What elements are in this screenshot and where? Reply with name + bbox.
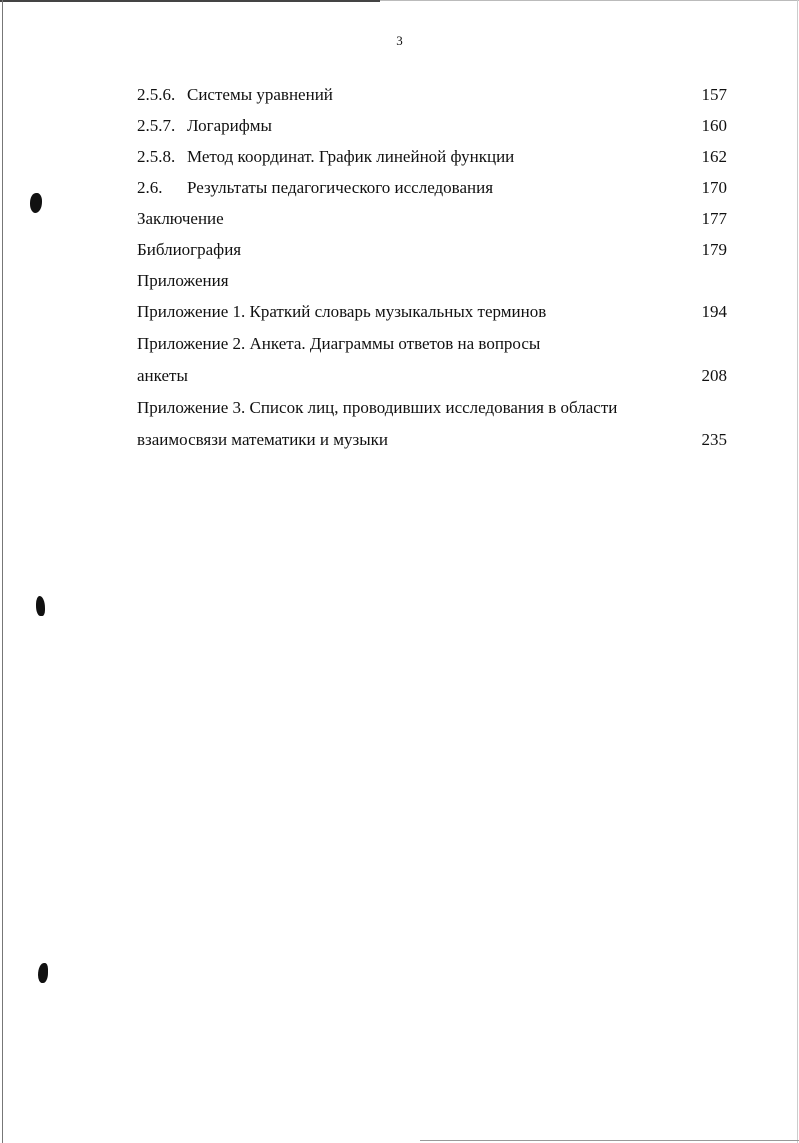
toc-title: анкеты	[137, 366, 188, 385]
toc-entry-bibliography	[137, 237, 727, 268]
binding-hole-mark-bottom	[38, 963, 48, 983]
toc-page-number: 160	[701, 116, 727, 135]
page-number: 3	[396, 33, 403, 48]
scan-edge-top	[0, 0, 380, 2]
toc-page-number: 157	[701, 85, 727, 104]
toc-title: Приложение 1. Краткий словарь музыкальных терминов	[137, 302, 547, 321]
toc-title: Заключение	[137, 209, 224, 228]
toc-title: Приложения	[137, 271, 229, 290]
toc-title: Библиография	[137, 240, 242, 259]
toc-entry-2-5-7	[137, 113, 727, 144]
toc-page-number: 235	[701, 430, 727, 449]
toc-page-number: 194	[701, 302, 727, 321]
binding-hole-mark-top	[30, 193, 42, 213]
toc-title: Системы уравнений	[187, 85, 333, 104]
toc-section-number: 2.5.6.	[137, 85, 176, 104]
toc-page-number: 162	[701, 147, 727, 166]
toc-title: Логарифмы	[187, 116, 272, 135]
scan-edge-right	[797, 0, 798, 1143]
scan-edge-left	[2, 0, 3, 1143]
toc-entry-appendix-2-line-2	[137, 363, 727, 395]
toc-entry-2-5-8	[137, 144, 727, 175]
toc-entry-appendices	[137, 268, 727, 299]
toc-section-number: 2.5.7.	[137, 116, 176, 135]
binding-hole-mark-middle	[36, 596, 45, 616]
toc-title: Приложение 2. Анкета. Диаграммы ответов на вопросы	[137, 334, 541, 353]
toc-entry-2-5-6	[137, 82, 727, 113]
table-of-contents	[137, 82, 727, 459]
toc-page-number: 170	[701, 178, 727, 197]
toc-title: Метод координат. График линейной функции	[187, 147, 515, 166]
toc-page-number: 179	[701, 240, 727, 259]
toc-entry-conclusion	[137, 206, 727, 237]
toc-title: Результаты педагогического исследования	[187, 178, 494, 197]
toc-section-number: 2.5.8.	[137, 147, 176, 166]
toc-entry-appendix-3-line-2	[137, 427, 727, 459]
toc-page-number: 177	[701, 209, 727, 228]
toc-entry-appendix-2-line-1	[137, 331, 727, 363]
toc-entry-2-6	[137, 175, 727, 206]
scan-edge-top-light	[380, 0, 799, 1]
toc-title: Приложение 3. Список лиц, проводивших исследования в области	[137, 398, 618, 417]
scan-edge-bottom	[420, 1140, 799, 1141]
toc-title: взаимосвязи математики и музыки	[137, 430, 388, 449]
toc-entry-appendix-3-line-1	[137, 395, 727, 427]
toc-entry-appendix-1	[137, 299, 727, 331]
toc-section-number: 2.6.	[137, 178, 163, 197]
toc-page-number: 208	[701, 366, 727, 385]
